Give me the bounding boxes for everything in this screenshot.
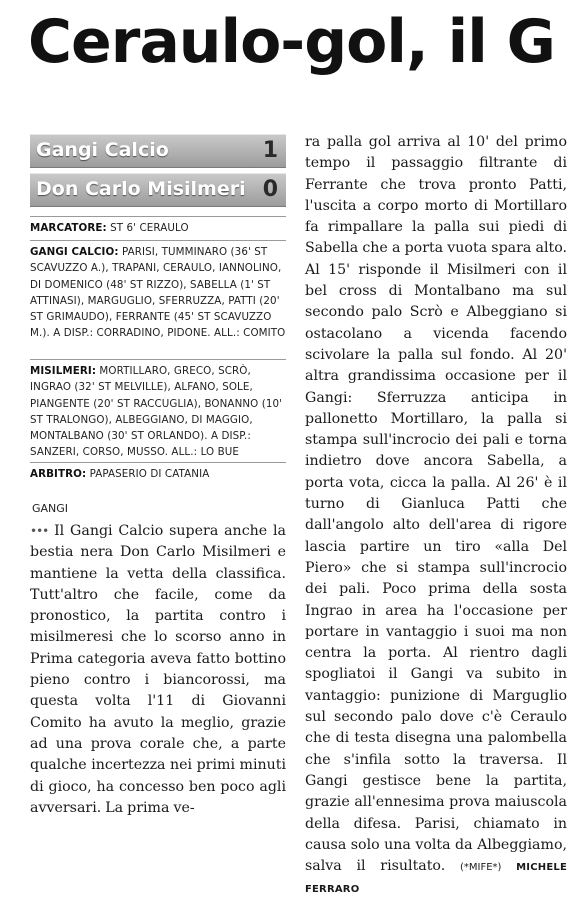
divider	[30, 216, 286, 217]
scoreboard-home	[30, 134, 286, 168]
author-name: MICHELE FERRARO	[305, 862, 567, 896]
misilmeri-lineup-label: MISILMERI:	[30, 365, 97, 377]
arbitro-block	[30, 466, 288, 482]
article-text-1: Il Gangi Calcio supera anche la bestia nera Don Carlo Misilmeri e mantiene la vetta della classifica. Tutt'altro che facile, come da pronostico, la partita contro i misilmeresi che lo scorso anno in Prima categoria aveva fatto bottino pieno contro i biancorossi, ma questa volta l'11 di Giovanni Comito ha avuto la meglio, grazie ad una prova corale che, a parte qualche incertezza nei primi minuti di gioco, ha concesso ben poco agli avversari. La prima ve-	[30, 523, 287, 816]
away-team-name: Don Carlo Misilmeri	[36, 178, 246, 200]
bullets-icon: •••	[30, 524, 49, 538]
article-column-1	[30, 521, 286, 819]
gangi-lineup-block	[30, 244, 288, 342]
divider	[30, 240, 286, 241]
misilmeri-lineup-block	[30, 363, 288, 461]
divider	[30, 359, 286, 360]
marcatore-block	[30, 220, 288, 236]
article-column-2	[305, 132, 567, 901]
article-text-2: ra palla gol arriva al 10' del primo tempo il passaggio filtrante di Ferrante che trova pronto Patti, l'uscita a corpo morto di Mortillaro fa rimpallare la palla sui piedi di Sabella che a porta vuota spara alto. Al 15' risponde il Misilmeri con il bel cross di Montalbano ma sul secondo palo Scrò e Albeggiano si ostacolano a vicenda facendo scivolare la palla sul fondo. Al 20' altra grandissima occasione per il Gangi: Sferruzza anticipa in pallonetto Mortillaro, la palla si stampa sull'incrocio dei pali e torna indietro dove ancora Sabella, a porta vota, cicca la palla. Al 26' è il turno di Gianluca Patti che dall'angolo alto dell'area di rigore lascia partire un tiro «alla Del Piero» che si stampa sull'incrocio dei pali. Poco prima della sosta Ingrao in area ha l'occasione per portare in vantaggio i suoi ma non centra la porta. Al rientro dagli spogliatoi il Gangi va subito in vantaggio: punizione di Marguglio sul secondo palo dove c'è Ceraulo che di testa disegna una palombella che s'infila sotto la traversa. Il Gangi gestisce bene la partita, grazie all'ennesima prova maiuscola della difesa. Parisi, chiamato in causa solo una volta da Albeggiamo, salva il risultato.	[305, 134, 567, 875]
home-team-name: Gangi Calcio	[36, 139, 169, 161]
arbitro-label: ARBITRO:	[30, 468, 87, 480]
home-team-score: 1	[262, 138, 278, 163]
gangi-lineup-label: GANGI CALCIO:	[30, 246, 119, 258]
arbitro-text: PAPASERIO DI CATANIA	[89, 468, 210, 480]
headline: Ceraulo-gol, il G	[28, 7, 555, 77]
misilmeri-lineup-text: MORTILLARO, GRECO, SCRÒ, INGRAO (32' ST MELVILLE), ALFANO, SOLE, PIANGENTE (20' ST RACCUGLIA), BONANNO (10' ST TRALONGO), ALBEGGIANO, DI MAGGIO, MONTALBANO (30' ST ORLANDO). A DISP.: SANZERI, CORSO, MUSSO. ALL.: LO BUE	[30, 365, 283, 459]
scoreboard-away	[30, 173, 286, 207]
divider	[30, 462, 286, 463]
marcatore-label: MARCATORE:	[30, 222, 107, 234]
dateline: GANGI	[32, 502, 69, 515]
marcatore-text: ST 6' CERAULO	[110, 222, 189, 234]
away-team-score: 0	[262, 177, 278, 202]
signature-tag: (*MIFE*)	[459, 862, 502, 874]
gangi-lineup-text: PARISI, TUMMINARO (36' ST SCAVUZZO A.), TRAPANI, CERAULO, IANNOLINO, DI DOMENICO (48' ST RIZZO), SABELLA (1' ST ATTINASI), MARGUGLIO, SFERRUZZA, PATTI (20' ST GRIMAUDO), FERRANTE (45' ST SCAVUZZO M.). A DISP.: CORRADINO, PIDONE. ALL.: COMITO	[30, 246, 286, 340]
